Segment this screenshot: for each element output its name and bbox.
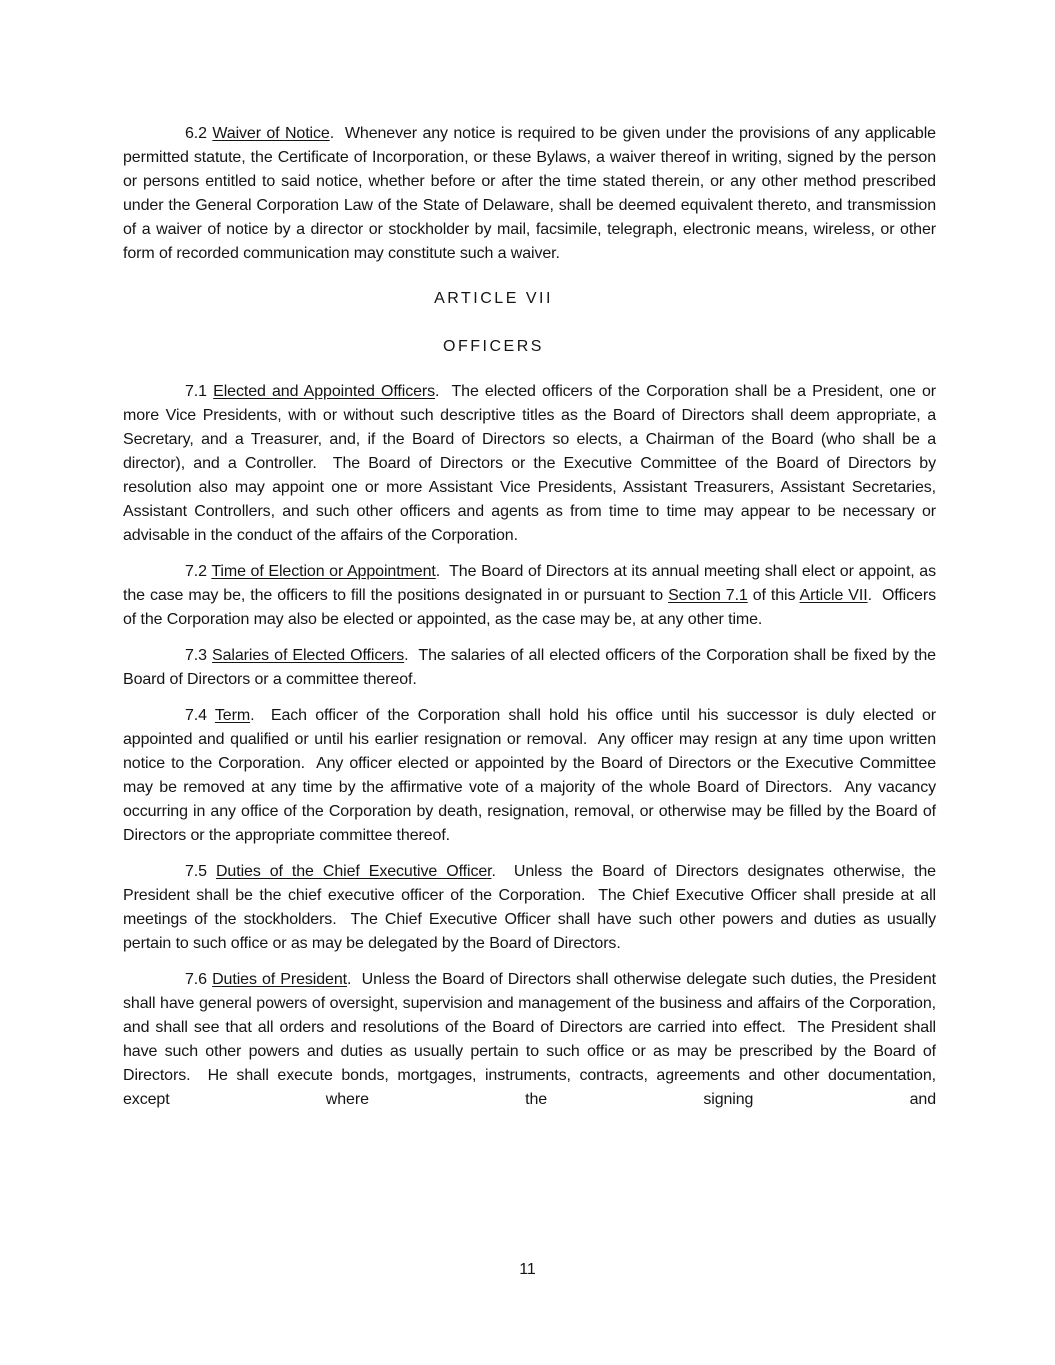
section-7-5	[123, 860, 936, 956]
section-7-3	[123, 644, 936, 692]
underlined-text: Time of Election or Appointment	[211, 563, 436, 580]
section-7-6	[123, 968, 936, 1112]
page-number: 11	[519, 1261, 536, 1278]
underlined-text: Waiver of Notice	[212, 125, 330, 142]
underlined-text: Article VII	[799, 587, 868, 604]
section-7-4	[123, 704, 936, 848]
text-run: . The salaries of all elected officers of the Corporation shall be fixed by the Board of Directors or a committee thereof.	[123, 647, 936, 688]
officers-heading	[123, 335, 936, 359]
underlined-text: Duties of the Chief Executive Officer	[215, 863, 492, 880]
text-run: 7.2	[185, 563, 212, 580]
text-run: ARTICLE VII	[434, 290, 553, 307]
text-run: 7.1	[185, 383, 214, 400]
underlined-text: Elected and Appointed Officers	[213, 383, 436, 400]
section-7-1	[123, 380, 936, 548]
text-run: . The elected officers of the Corporation shall be a President, one or more Vice Presidents, with or without such descriptive titles as the Board of Directors shall deem appropriate, a Secretary, and a Treasurer, and, if the Board of Directors so elects, a Chairman of the Board (who shall be a director), and a Controller. The Board of Directors or the Executive Committee of the Board of Directors by resolution also may appoint one or more Assistant Vice Presidents, Assistant Treasurers, Assistant Secretaries, Assistant Controllers, and such other officers and agents as from time to time may appear to be necessary or advisable in the conduct of the affairs of the Corporation.	[123, 383, 936, 544]
document-body	[123, 122, 936, 1112]
article-vii-heading	[123, 287, 936, 311]
text-run: 6.2	[185, 125, 213, 142]
text-run: . Whenever any notice is required to be given under the provisions of any applicable permitted statute, the Certificate of Incorporation, or these Bylaws, a waiver thereof in writing, signed by the person or persons entitled to said notice, whether before or after the time stated therein, or any other method prescribed under the General Corporation Law of the State of Delaware, shall be deemed equivalent thereto, and transmission of a waiver of notice by a director or stockholder by mail, facsimile, telegraph, electronic means, wireless, or other form of recorded communication may constitute such a waiver.	[123, 125, 936, 262]
text-run: 7.6	[185, 971, 213, 988]
text-run: . Unless the Board of Directors shall otherwise delegate such duties, the President shall have general powers of oversight, supervision and management of the business and affairs of the Corporation, and shall see that all orders and resolutions of the Board of Directors are carried into effect. The President shall have such other powers and duties as usually pertain to such office or as may be prescribed by the Board of Directors. He shall execute bonds, mortgages, instruments, contracts, agreements and other documentation, except where the signing and	[123, 971, 936, 1108]
text-run: of this	[747, 587, 800, 604]
underlined-text: Duties of President	[212, 971, 347, 988]
underlined-text: Section 7.1	[668, 587, 748, 604]
text-run: 7.5	[185, 863, 216, 880]
text-run: . Each officer of the Corporation shall hold his office until his successor is duly elected or appointed and qualified or until his earlier resignation or removal. Any officer may resign at any time upon written notice to the Corporation. Any officer elected or appointed by the Board of Directors or the Executive Committee may be removed at any time by the affirmative vote of a majority of the whole Board of Directors. Any vacancy occurring in any office of the Corporation by death, resignation, removal, or otherwise may be filled by the Board of Directors or the appropriate committee thereof.	[123, 707, 936, 844]
underlined-text: Salaries of Elected Officers	[212, 647, 405, 664]
text-run: . The Board of Directors at its annual meeting shall elect or appoint, as the case may be, the officers to fill the positions designated in or pursuant to	[123, 563, 937, 604]
text-run: 7.4	[185, 707, 215, 724]
text-run: OFFICERS	[443, 338, 544, 355]
text-run: 7.3	[185, 647, 213, 664]
section-7-2	[123, 560, 936, 632]
text-run: . Officers of the Corporation may also be elected or appointed, as the case may be, at any other time.	[123, 587, 936, 628]
text-run: . Unless the Board of Directors designates otherwise, the President shall be the chief executive officer of the Corporation. The Chief Executive Officer shall preside at all meetings of the stockholders. The Chief Executive Officer shall have such other powers and duties as usually pertain to such office or as may be delegated by the Board of Directors.	[123, 863, 936, 952]
underlined-text: Term	[214, 707, 251, 724]
section-6-2	[123, 122, 936, 266]
page-footer	[0, 1258, 1055, 1282]
